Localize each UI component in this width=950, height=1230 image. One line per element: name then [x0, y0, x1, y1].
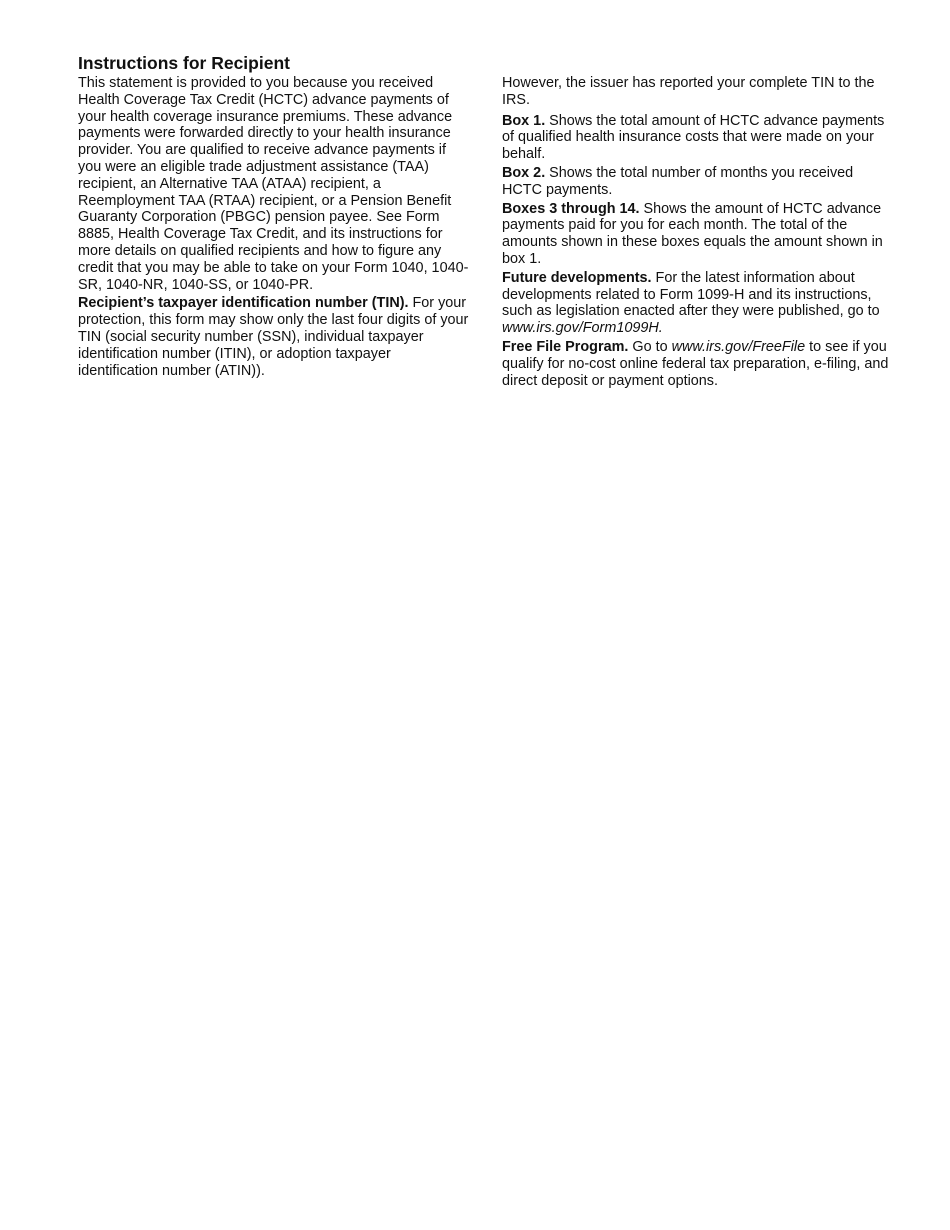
boxes3-14-heading: Boxes 3 through 14. — [502, 200, 640, 217]
box1-heading: Box 1. — [502, 112, 546, 129]
right-column — [502, 75, 896, 391]
intro-text: This statement is provided to you because you received Health Coverage Tax Credit (HCTC) advance payments of your health coverage insurance premiums. These advance payments were forwarded directly to your health insurance provider. You are qualified to receive advance payments if you were an eligible trade adjustment assistance (TAA) recipient, an Alternative TAA (ATAA) recipient, a Reemployment TAA (RTAA) recipient, or a Pension Benefit Guaranty Corporation (PBGC) pension payee. See Form 8885, Health Coverage Tax Credit, and its instructions for more details on qualified recipients and how to figure any credit that you may be able to take on your Form 1040, 1040-SR, 1040-NR, 1040-SS, or 1040-PR. — [78, 75, 469, 293]
tin-heading: Recipient’s taxpayer identification number (TIN). — [78, 295, 409, 312]
tin-paragraph — [78, 295, 470, 379]
freefile-link[interactable]: www.irs.gov/FreeFile — [671, 338, 806, 355]
free-file-text-before: Go to — [628, 338, 672, 355]
future-developments-paragraph — [502, 270, 896, 337]
boxes3-14-paragraph — [502, 201, 896, 268]
free-file-text-after: to see if you qualify for no-cost online federal tax preparation, e-filing, and direct deposit or payment options. — [502, 338, 889, 389]
future-developments-text: For the latest information about developments related to Form 1099-H and its instructions, such as legislation enacted after they were published, go to — [502, 269, 880, 320]
page-title: Instructions for Recipient — [78, 53, 290, 73]
intro-paragraph — [78, 75, 470, 293]
tin-continued-paragraph — [502, 75, 896, 109]
box2-paragraph — [502, 165, 896, 199]
box1-text: Shows the total amount of HCTC advance payments of qualified health insurance costs that were made on your behalf. — [502, 112, 885, 163]
tin-continued-text: However, the issuer has reported your complete TIN to the IRS. — [502, 75, 875, 108]
left-column — [78, 75, 470, 381]
future-developments-heading: Future developments. — [502, 269, 652, 286]
box2-text: Shows the total number of months you received HCTC payments. — [502, 164, 854, 198]
free-file-heading: Free File Program. — [502, 338, 629, 355]
box1-paragraph — [502, 113, 896, 163]
box2-heading: Box 2. — [502, 164, 546, 181]
free-file-paragraph — [502, 339, 896, 389]
form1099h-link[interactable]: www.irs.gov/Form1099H. — [502, 320, 663, 337]
boxes3-14-text: Shows the amount of HCTC advance payments paid for you for each month. The total of the amounts shown in these boxes equals the amount shown in box 1. — [502, 200, 883, 267]
tin-text: For your protection, this form may show only the last four digits of your TIN (social security number (SSN), individual taxpayer identification number (ITIN), or adoption taxpayer identification number (ATIN)). — [78, 295, 469, 379]
